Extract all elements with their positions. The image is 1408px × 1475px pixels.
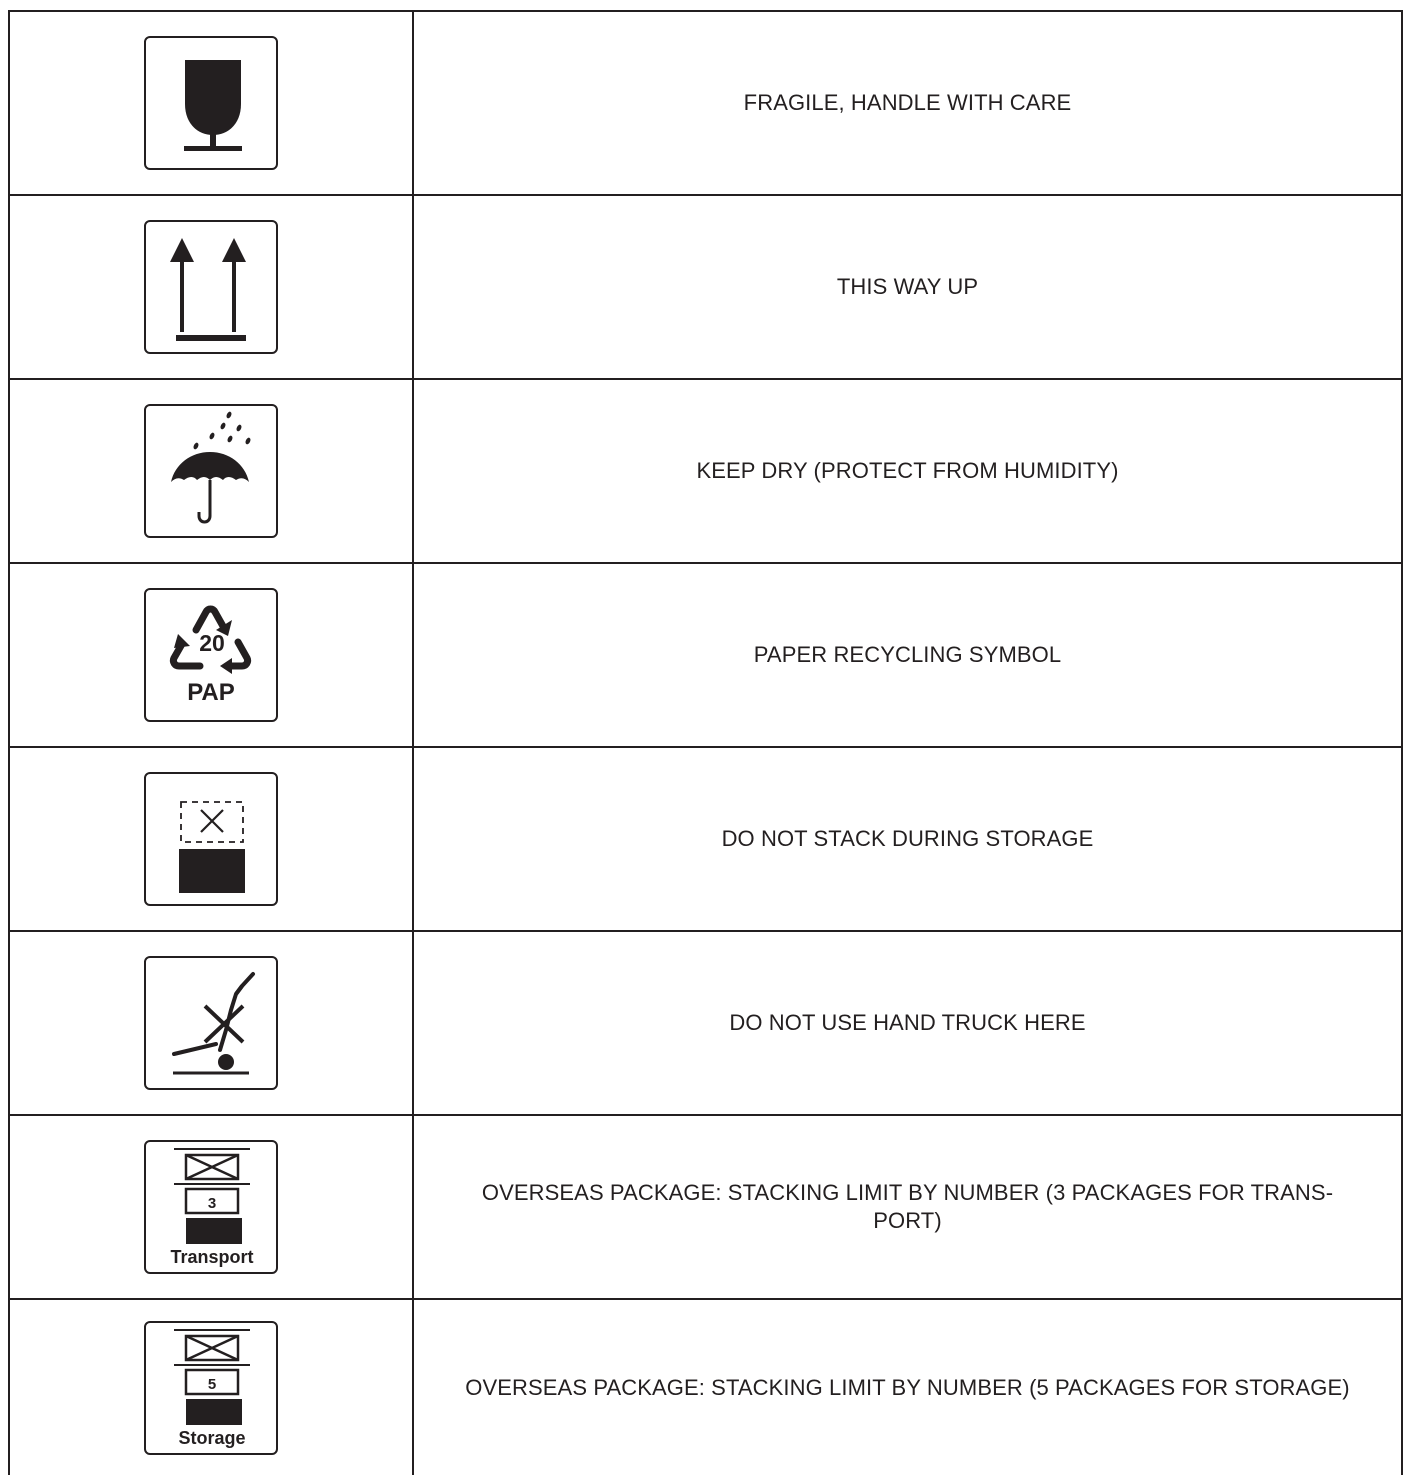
icon-cell: [9, 11, 413, 195]
icon-cell: [9, 931, 413, 1115]
stack-limit-number: 3: [207, 1195, 217, 1212]
table-row: [9, 11, 1402, 195]
icon-cell: [9, 1299, 413, 1475]
icon-cell: [9, 563, 413, 747]
umbrella-rain-icon: [144, 404, 278, 538]
row-label: FRAGILE, HANDLE WITH CARE: [413, 11, 1402, 195]
stacking-limit-transport-icon: [144, 1140, 278, 1274]
no-hand-truck-icon: [144, 956, 278, 1090]
icon-cell: [9, 195, 413, 379]
row-label-line-2: PORT): [873, 1208, 942, 1233]
row-label: OVERSEAS PACKAGE: STACKING LIMIT BY NUMBER (5 PACKAGES FOR STORAGE): [413, 1299, 1402, 1475]
table-row: [9, 931, 1402, 1115]
table-row: [9, 1115, 1402, 1299]
row-label-line-1: OVERSEAS PACKAGE: STACKING LIMIT BY NUMBER (3 PACKAGES FOR TRANS-: [481, 1180, 1334, 1205]
row-label: THIS WAY UP: [413, 195, 1402, 379]
do-not-stack-icon: [144, 772, 278, 906]
row-label: DO NOT USE HAND TRUCK HERE: [413, 931, 1402, 1115]
icon-cell: [9, 379, 413, 563]
recycling-code: 20: [199, 630, 225, 656]
stack-limit-caption: Transport: [170, 1247, 254, 1267]
fragile-glass-icon: [144, 36, 278, 170]
row-label: DO NOT STACK DURING STORAGE: [413, 747, 1402, 931]
table-row: [9, 379, 1402, 563]
icon-cell: [9, 747, 413, 931]
stack-limit-number: 5: [207, 1375, 217, 1393]
this-way-up-arrows-icon: [144, 220, 278, 354]
table-row: [9, 563, 1402, 747]
table-row: [9, 195, 1402, 379]
icon-cell: [9, 1115, 413, 1299]
packaging-symbols-table: [8, 10, 1403, 1475]
row-label: KEEP DRY (PROTECT FROM HUMIDITY): [413, 379, 1402, 563]
row-label: [413, 1115, 1402, 1299]
recycling-material-text: PAP: [187, 679, 235, 706]
row-label: PAPER RECYCLING SYMBOL: [413, 563, 1402, 747]
table-row: [9, 747, 1402, 931]
table-row: [9, 1299, 1402, 1475]
stack-limit-caption: Storage: [178, 1427, 246, 1448]
stacking-limit-storage-icon: [144, 1321, 278, 1455]
paper-recycling-icon: [144, 588, 278, 722]
